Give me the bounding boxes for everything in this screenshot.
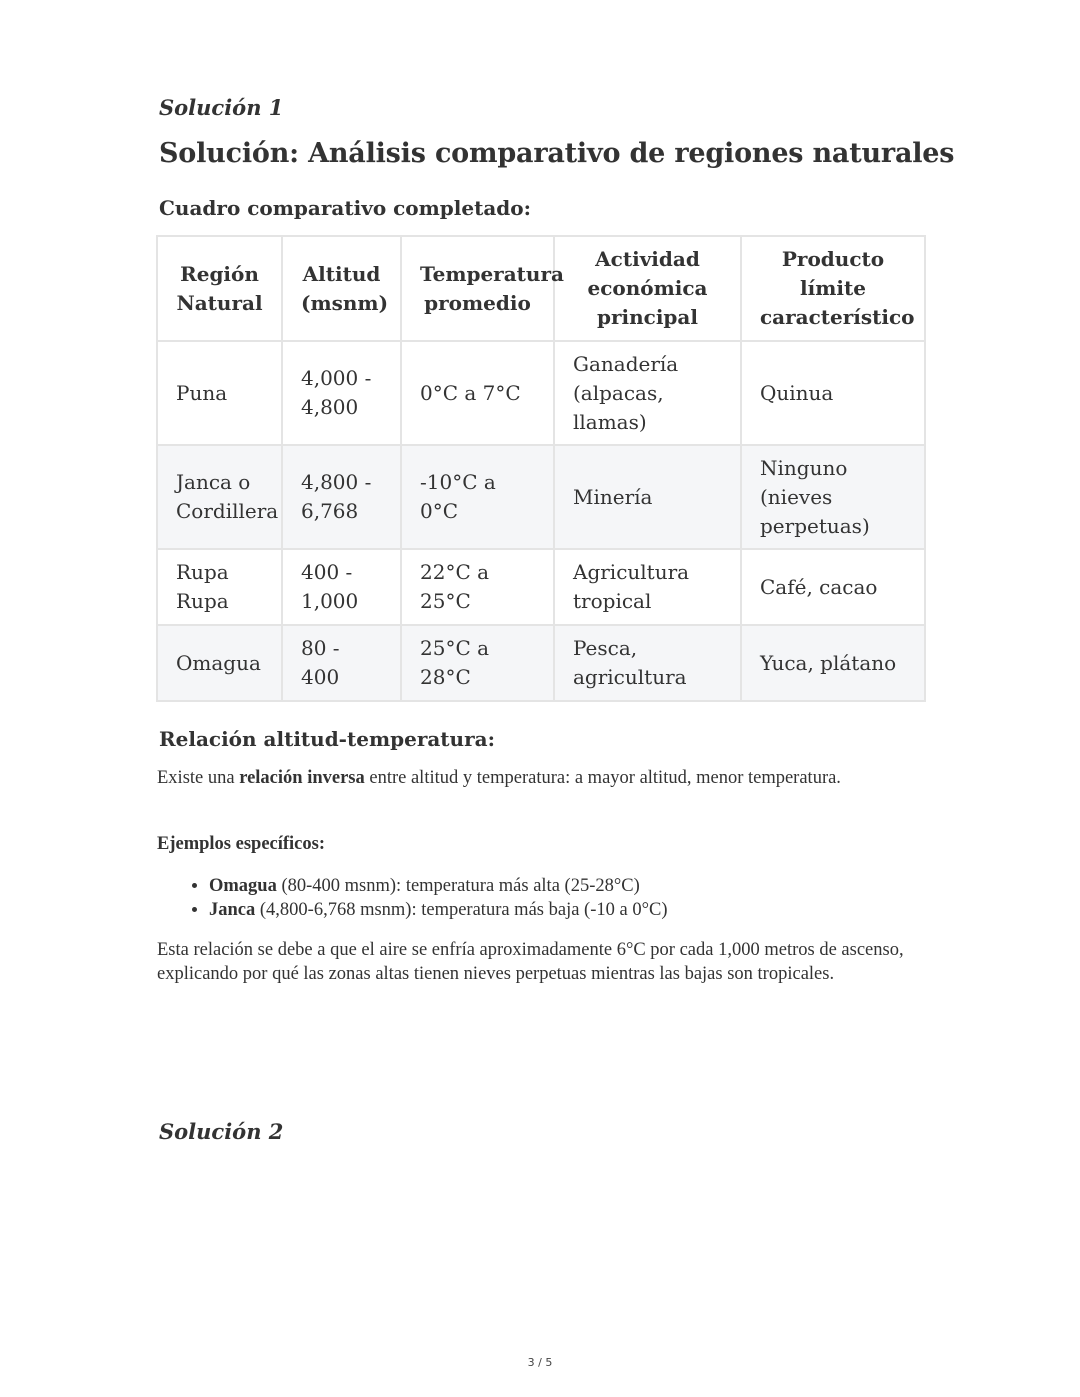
header-altitude: Altitud (msnm) [282,236,401,341]
cell-altitude: 80 - 400 [282,625,401,701]
cell-temperature: 0°C a 7°C [401,341,554,445]
example-detail: (80-400 msnm): temperatura más alta (25-28°C) [276,876,640,896]
page-title: Solución: Análisis comparativo de regiones naturales [159,138,955,169]
header-region: Región Natural [157,236,282,341]
solution-1-label: Solución 1 [159,95,284,120]
cell-altitude: 4,000 - 4,800 [282,341,401,445]
cell-temperature: -10°C a 0°C [401,445,554,549]
cell-temperature: 22°C a 25°C [401,549,554,625]
header-product: Producto límite característico [741,236,925,341]
cell-region: Rupa Rupa [157,549,282,625]
cell-region: Puna [157,341,282,445]
table-row [157,445,925,549]
table-row [157,625,925,701]
list-item [209,874,667,898]
cell-activity: Pesca, agricultura [554,625,741,701]
comparison-table [156,235,926,702]
cell-temperature: 25°C a 28°C [401,625,554,701]
list-item [209,898,667,922]
cell-product: Ninguno (nieves perpetuas) [741,445,925,549]
example-detail: (4,800-6,768 msnm): temperatura más baja (-10 a 0°C) [255,900,668,920]
cell-activity: Minería [554,445,741,549]
intro-bold: relación inversa [239,768,365,788]
example-name: Omagua [209,876,277,896]
cell-region: Omagua [157,625,282,701]
relation-intro [157,766,927,790]
table-row [157,341,925,445]
table-row [157,549,925,625]
examples-heading: Ejemplos específicos: [157,834,326,854]
page-number: 3 / 5 [527,1356,553,1369]
solution-2-label: Solución 2 [159,1119,284,1144]
examples-list [157,874,667,922]
intro-text: Existe una [157,768,240,788]
table-heading: Cuadro comparativo completado: [159,196,532,220]
cell-product: Café, cacao [741,549,925,625]
cell-altitude: 400 - 1,000 [282,549,401,625]
header-activity: Actividad económica principal [554,236,741,341]
header-temperature: Temperatura promedio [401,236,554,341]
intro-text-end: entre altitud y temperatura: a mayor altitud, menor temperatura. [364,768,841,788]
relation-conclusion: Esta relación se debe a que el aire se enfría aproximadamente 6°C por cada 1,000 metros de ascenso, explicando por qué las zonas altas tienen nieves perpetuas mientras las bajas son tropicales. [157,940,904,984]
cell-altitude: 4,800 - 6,768 [282,445,401,549]
cell-region: Janca o Cordillera [157,445,282,549]
relation-heading: Relación altitud-temperatura: [159,727,495,751]
cell-product: Quinua [741,341,925,445]
table-header-row [157,236,925,341]
cell-activity: Ganadería (alpacas, llamas) [554,341,741,445]
example-name: Janca [209,900,256,920]
cell-activity: Agricultura tropical [554,549,741,625]
cell-product: Yuca, plátano [741,625,925,701]
